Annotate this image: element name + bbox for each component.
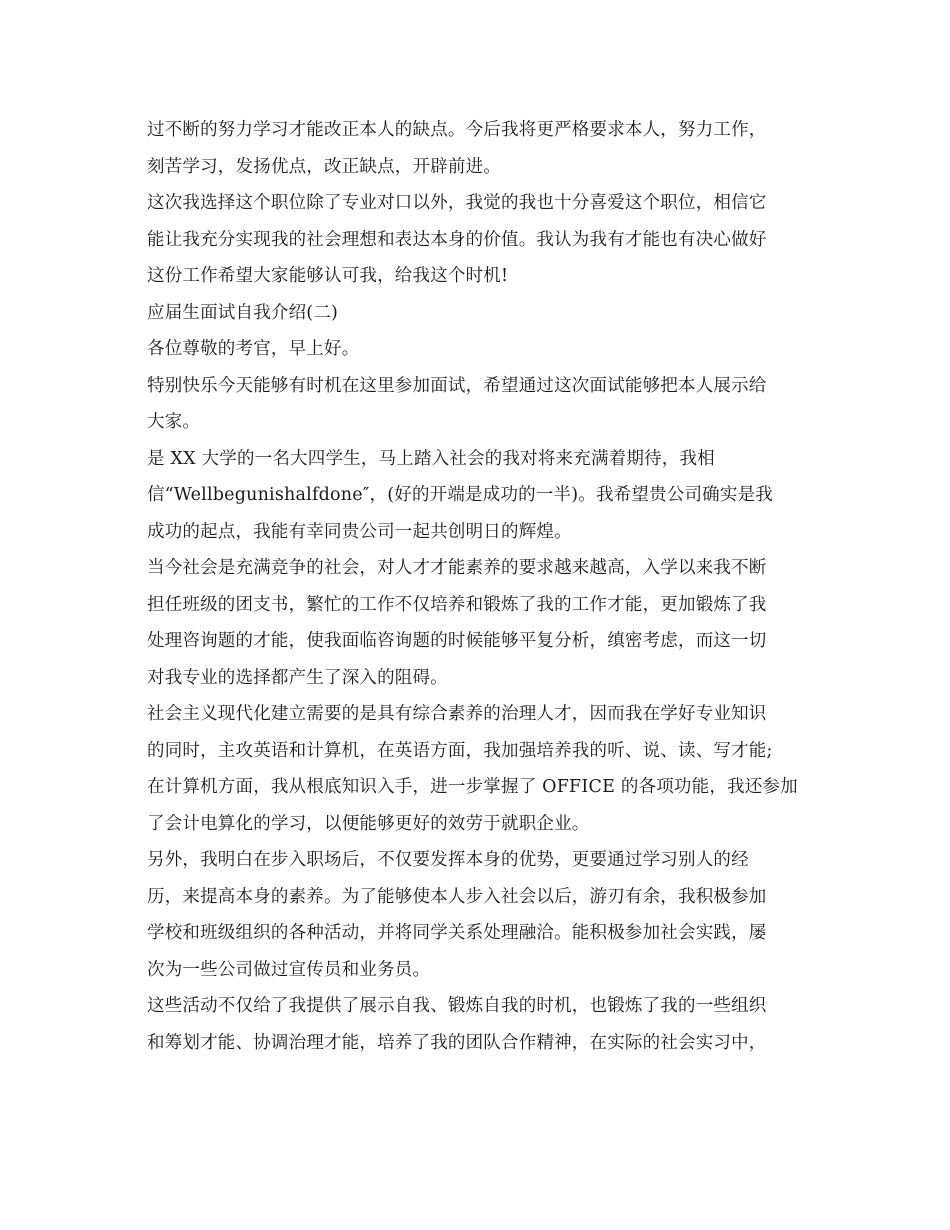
text-line: 和筹划才能、协调治理才能，培养了我的团队合作精神，在实际的社会实习中， [147,1032,767,1053]
text-line: 在计算机方面，我从根底知识入手，进一步掌握了 OFFICE 的各项功能，我还参加 [147,777,798,797]
text-line: 信“Wellbegunishalfdone″，(好的开端是成功的一半)。我希望贵公司确实是我 [147,485,773,505]
text-line: 这些活动不仅给了我提供了展示自我、锻炼自我的时机，也锻炼了我的一些组织 [147,996,767,1016]
text-line: 是 XX 大学的一名大四学生，马上踏入社会的我对将来充满着期待，我相 [147,448,715,469]
text-line: 大家。 [147,412,201,432]
text-line: 次为一些公司做过宣传员和业务员。 [147,959,431,980]
text-line: 成功的起点，我能有幸同贵公司一起共创明日的辉煌。 [147,521,572,542]
text-line: 另外，我明白在步入职场后，不仅要发挥本身的优势，更要通过学习别人的经 [147,850,749,870]
text-line: 特别快乐今天能够有时机在这里参加面试，希望通过这次面试能够把本人展示给 [147,375,767,396]
text-line: 历，来提高本身的素养。为了能够使本人步入社会以后，游刃有余，我积极参加 [147,886,767,907]
section-heading: 应届生面试自我介绍(二) [147,302,339,323]
text-line: 对我专业的选择都产生了深入的阻碍。 [147,667,448,688]
text-line: 的同时，主攻英语和计算机，在英语方面，我加强培养我的听、说、读、写才能; [147,740,773,761]
text-line: 了会计电算化的学习，以便能够更好的效劳于就职企业。 [147,813,590,834]
text-line: 担任班级的团支书，繁忙的工作不仅培养和锻炼了我的工作才能，更加锻炼了我 [147,594,767,615]
text-line: 这份工作希望大家能够认可我，给我这个时机! [147,266,509,286]
text-line: 各位尊敬的考官，早上好。 [147,339,360,359]
text-line: 刻苦学习，发扬优点，改正缺点，开辟前进。 [147,156,501,177]
text-line: 能让我充分实现我的社会理想和表达本身的价值。我认为我有才能也有决心做好 [147,229,767,250]
text-line: 处理咨询题的才能，使我面临咨询题的时候能够平复分析，缜密考虑，而这一切 [147,631,767,651]
text-line: 这次我选择这个职位除了专业对口以外，我觉的我也十分喜爱这个职位，相信它 [147,193,767,213]
text-line: 过不断的努力学习才能改正本人的缺点。今后我将更严格要求本人，努力工作， [147,120,767,140]
document-body [147,112,827,1061]
text-line: 当今社会是充满竞争的社会，对人才才能素养的要求越来越高，入学以来我不断 [147,558,767,578]
text-line: 社会主义现代化建立需要的是具有综合素养的治理人才，因而我在学好专业知识 [147,704,767,724]
text-line: 学校和班级组织的各种活动，并将同学关系处理融洽。能积极参加社会实践，屡 [147,923,767,943]
